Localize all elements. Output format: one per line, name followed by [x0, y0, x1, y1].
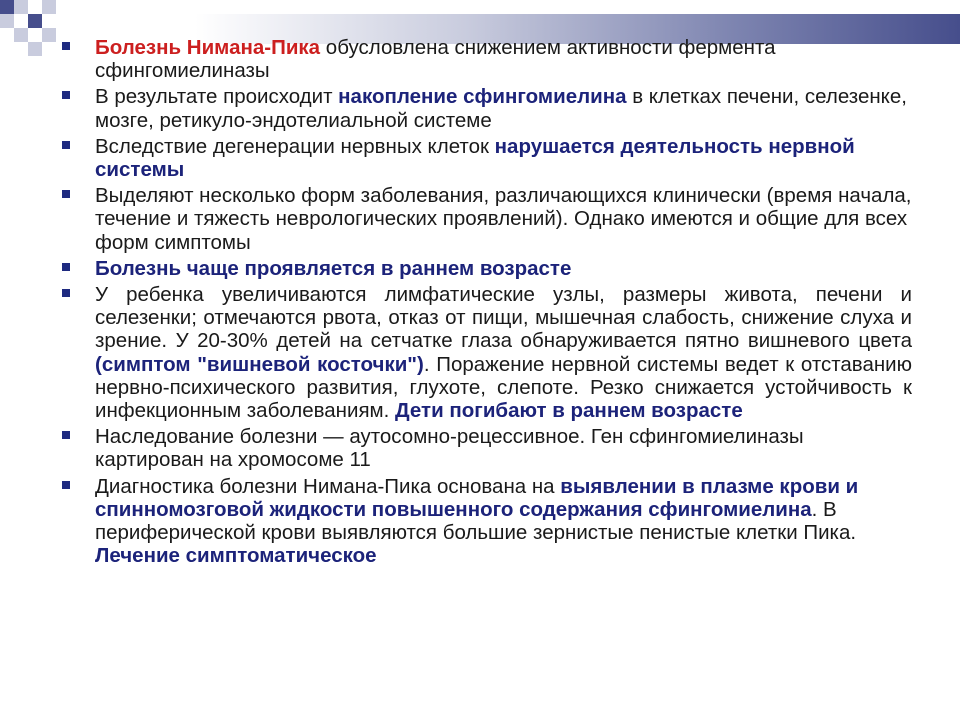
text-run: В результате происходит [95, 85, 339, 109]
deco-square [28, 42, 42, 56]
deco-square [0, 42, 14, 56]
deco-square [42, 14, 56, 28]
list-item [62, 184, 912, 254]
text-run: Наследование болезни — аутосомно-рецессивное. Ген сфингомиелиназы картирован на хромосоме 11 [95, 425, 804, 472]
text-run: Выделяют несколько форм заболевания, различающихся клинически (время начала, течение и тяжесть неврологических проявлений). Однако имеются и общие для всех форм симптомы [95, 184, 912, 254]
text-run: . Поражение нервной системы ведет к отставанию нервно-психического развития, глухоте, слепоте. Резко снижается устойчивость к инфекционным заболеваниям. [95, 352, 912, 423]
deco-square [42, 28, 56, 42]
list-item [62, 425, 912, 471]
square-bullet-icon [62, 431, 70, 439]
deco-square [0, 0, 14, 14]
list-item [62, 283, 912, 422]
text-run: нарушается деятельность нервной системы [95, 134, 855, 182]
deco-square [14, 28, 28, 42]
square-bullet-icon [62, 289, 70, 297]
text-run: Лечение симптоматическое [95, 544, 377, 568]
text-run: Болезнь Нимана-Пика [95, 36, 321, 59]
bullet-list [62, 36, 912, 570]
square-bullet-icon [62, 263, 70, 271]
text-run: накопление сфингомиелина [338, 85, 627, 109]
text-run: Вследствие дегенерации нервных клеток [95, 134, 495, 158]
text-run: Болезнь чаще проявляется в раннем возрасте [95, 256, 572, 280]
square-bullet-icon [62, 190, 70, 198]
deco-square [28, 14, 42, 28]
square-bullet-icon [62, 141, 70, 149]
list-item [62, 257, 912, 280]
list-item [62, 85, 912, 131]
text-run: в клетках печени, селезенке, мозге, ретикуло-эндотелиальной системе [95, 85, 907, 132]
text-run: Дети погибают в раннем возрасте [395, 399, 743, 423]
deco-square [42, 0, 56, 14]
text-run: У ребенка увеличиваются лимфатические узлы, размеры живота, печени и селезенки; отмечаются рвота, отказ от пищи, мышечная слабость, снижение слуха и зрение. У 20-30% детей на сетчатке глаза обнаруживается пятно вишневого цвета [95, 283, 912, 353]
list-item [62, 135, 912, 181]
text-run: выявлении в плазме крови и спинномозговой жидкости повышенного содержания сфингомиелина [95, 474, 859, 521]
text-run: (симптом "вишневой косточки") [95, 352, 424, 376]
list-item [62, 475, 912, 568]
square-bullet-icon [62, 481, 70, 489]
square-bullet-icon [62, 91, 70, 99]
deco-square [0, 14, 14, 28]
text-run: Диагностика болезни Нимана-Пика основана на [95, 474, 561, 498]
deco-square [28, 0, 42, 14]
text-run: . В периферической крови выявляются большие зернистые пенистые клетки Пика. [95, 497, 857, 545]
text-run: обусловлена снижением активности фермента сфингомиелиназы [95, 36, 776, 83]
square-bullet-icon [62, 42, 70, 50]
deco-square [14, 0, 28, 14]
list-item [62, 36, 912, 82]
